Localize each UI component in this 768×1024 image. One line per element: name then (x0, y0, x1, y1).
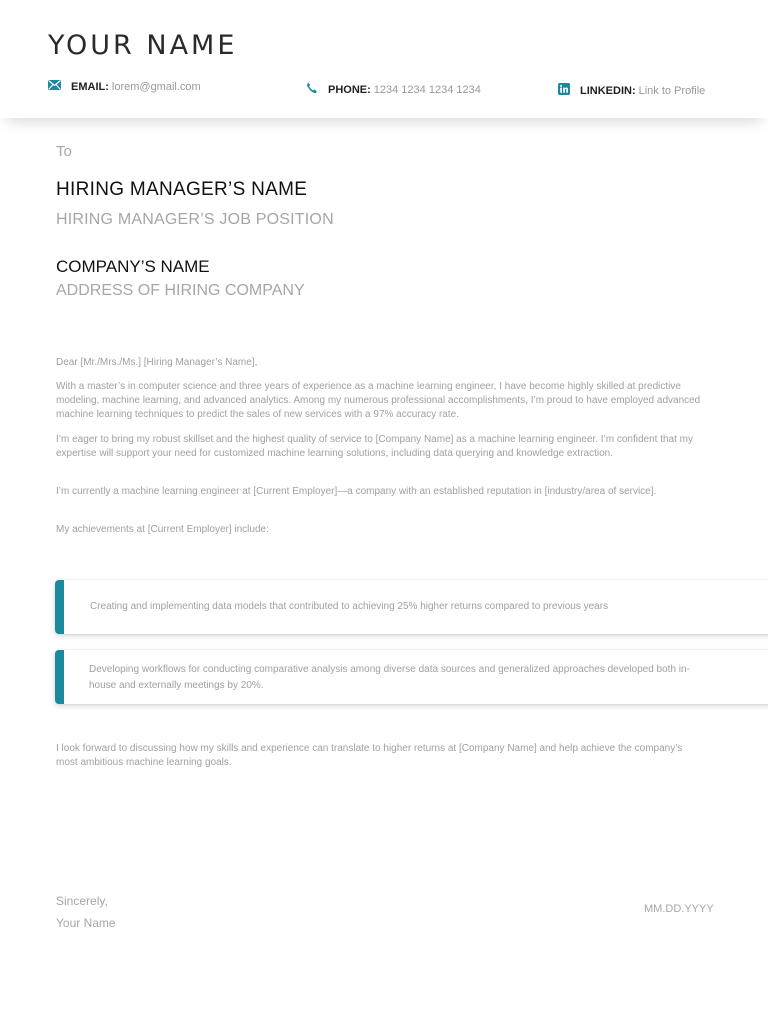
phone-contact (306, 82, 481, 97)
linkedin-label: LINKEDIN: (580, 84, 636, 97)
hiring-manager-name: HIRING MANAGER’S NAME (56, 179, 308, 200)
linkedin-icon (558, 83, 570, 98)
letter-date: MM.DD.YYYY (644, 903, 714, 915)
body-paragraph-3: I’m currently a machine learning engineer at [Current Employer]—a company with an established reputation in [industry/area of service]. (56, 486, 657, 497)
linkedin-link[interactable]: Link to Profile (638, 84, 706, 97)
achievement-card (55, 580, 768, 634)
email-value[interactable]: lorem@gmail.com (111, 80, 201, 93)
closing-paragraph: I look forward to discussing how my skills and experience can translate to higher returns at [Company Name] and help achieve the company’s most ambitious machine learning goals. (56, 743, 683, 768)
hiring-manager-position: HIRING MANAGER’S JOB POSITION (56, 211, 334, 228)
resume-header (0, 0, 768, 118)
applicant-name: YOUR NAME (48, 30, 238, 61)
body-paragraph-1: With a master’s in computer science and three years of experience as a machine learning engineer, I have become highly skilled at predictive modeling, machine learning, and advanced analytics. Among my numerous professional accomplishments, I’m proud to have employed advanced machine learning techniques to predict the sales of new services with a 97% accuracy rate. (56, 381, 701, 420)
letter-page (0, 118, 768, 1024)
phone-value[interactable]: 1234 1234 1234 1234 (373, 83, 481, 96)
to-label: To (56, 143, 72, 160)
closing-salutation: Sincerely, (56, 894, 108, 908)
email-contact (48, 80, 201, 93)
envelope-icon (48, 80, 61, 93)
phone-label: PHONE: (328, 83, 371, 96)
achievement-text: Creating and implementing data models that contributed to achieving 25% higher returns compared to previous years (90, 601, 609, 612)
company-address: ADDRESS OF HIRING COMPANY (56, 282, 305, 299)
greeting: Dear [Mr./Mrs./Ms.] [Hiring Manager’s Name], (56, 357, 258, 368)
body-paragraph-2: I’m eager to bring my robust skillset and the highest quality of service to [Company Name] as a machine learning engineer. I’m confident that my expertise will support your need for customized machine learning solutions, including data querying and knowledge extraction. (56, 434, 693, 459)
company-name: COMPANY’S NAME (56, 257, 210, 276)
achievement-text: Developing workflows for conducting comparative analysis among diverse data sources and generalized approaches developed both in-house and externally meetings by 20%. (89, 664, 690, 691)
signature-name: Your Name (56, 916, 116, 930)
accent-bar (55, 580, 64, 634)
accent-bar (55, 650, 64, 704)
linkedin-contact (558, 83, 705, 98)
achievements-intro: My achievements at [Current Employer] include: (56, 524, 269, 535)
achievement-card (55, 650, 768, 704)
email-label: EMAIL: (71, 80, 109, 93)
phone-icon (306, 82, 318, 97)
